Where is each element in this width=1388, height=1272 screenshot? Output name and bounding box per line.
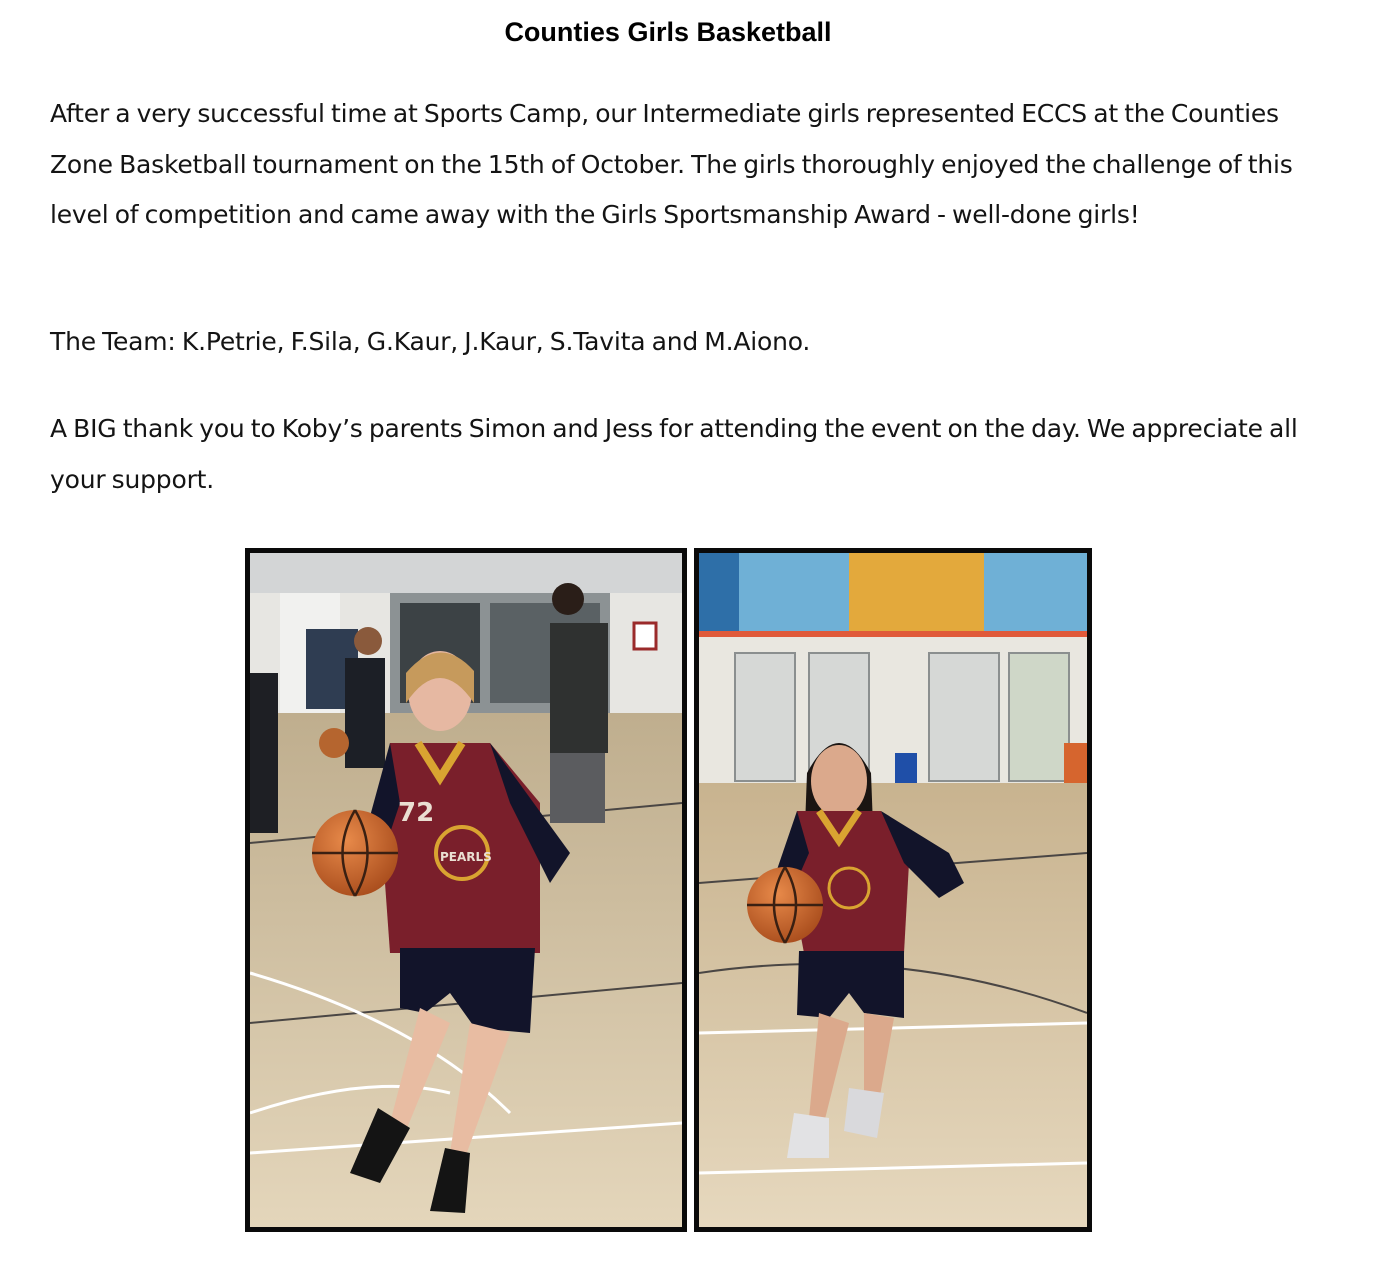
team-paragraph: The Team: K.Petrie, F.Sila, G.Kaur, J.Kaur, S.Tavita and M.Aiono. (50, 327, 811, 356)
jersey-team-text: PEARLS (440, 850, 492, 864)
photo-right-illustration (699, 553, 1087, 1227)
basketball-photo-right (694, 548, 1092, 1232)
basketball-photo-left (245, 548, 687, 1232)
thanks-paragraph: A BIG thank you to Koby’s parents Simon and Jess for attending the event on the day. We appreciate all your support. (50, 414, 1298, 494)
jersey-number: 72 (398, 798, 435, 828)
intro-paragraph: After a very successful time at Sports Camp, our Intermediate girls represented ECCS at the Counties Zone Basketball tournament on the 15th of October. The girls thoroughly enjoyed the challenge of this level of competition and came away with the Girls Sportsmanship Award - well-done girls! (50, 99, 1293, 229)
photo-left-illustration (250, 553, 682, 1227)
page-title: Counties Girls Basketball (504, 17, 832, 47)
